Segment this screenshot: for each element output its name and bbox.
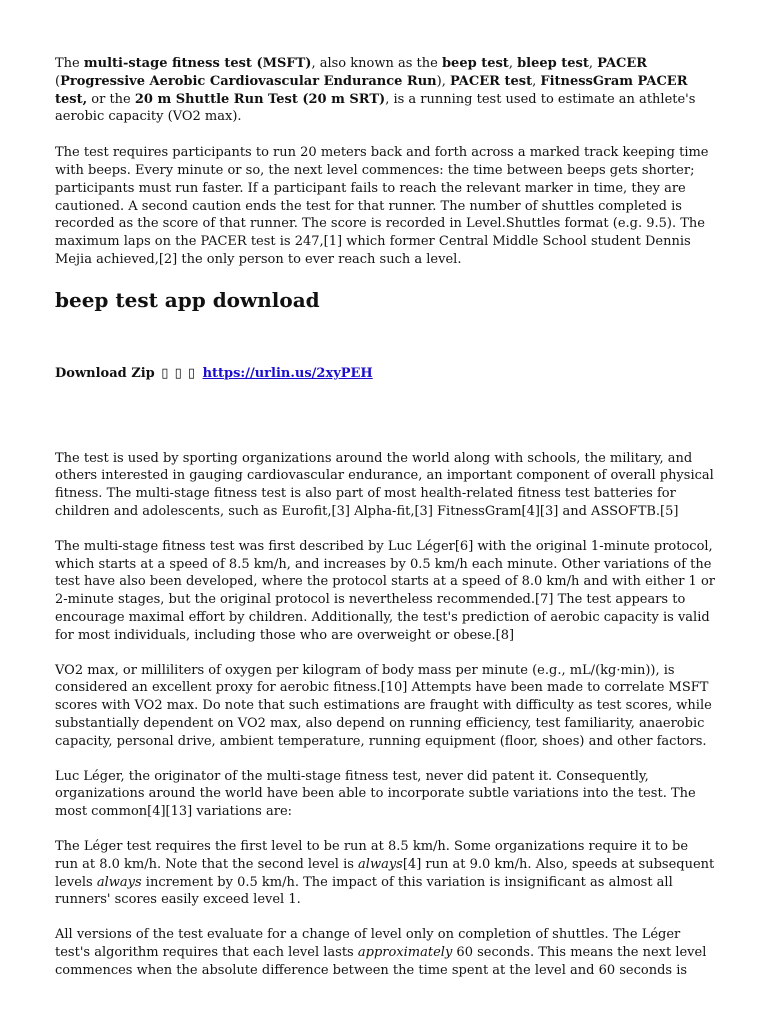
article-body [55,450,715,980]
bold-term: PACER [597,56,648,71]
text-run: All versions of the test evaluate for a change of level only on completion of shuttles. The Léger test's algorithm requires that each level lasts [55,927,681,960]
italic-term: approximately [357,944,453,960]
text-run: , [588,56,598,71]
download-label: Download Zip [55,365,155,381]
bold-term: FitnessGram PACER test, [55,73,688,107]
text-run: , also known as the [311,56,442,71]
text-run: , is a running test used to estimate an athlete's aerobic capacity (VO2 max). [55,91,696,125]
text-run: ), [436,73,450,89]
text-run: or the [87,91,135,107]
bold-term: Progressive Aerobic Cardiovascular Endurance Run [60,73,437,89]
bold-term: PACER test [449,73,533,89]
bold-term: beep test [441,56,509,71]
history-paragraph: The multi-stage fitness test was first described by Luc Léger[6] with the original 1-minute protocol, which starts at a speed of 8.5 km/h, and increases by 0.5 km/h each minute. Other variations of the test have also been developed, where the protocol starts at a speed of 8.0 km/h and with either 1 or 2-minute stages, but the original protocol is nevertheless recommended.[7] The test appears to encourage maximal effort by children. Additionally, the test's prediction of aerobic capacity is valid for most individuals, including those who are overweight or obese.[8] [55,538,715,643]
bold-term: 20 m Shuttle Run Test (20 m SRT) [134,91,386,107]
text-run: increment by 0.5 km/h. The impact of this variation is insignificant as almost all runners' scores easily exceed level 1. [55,874,673,908]
text-run: 60 seconds. This means the next level commences when the absolute difference between the time spent at the level and 60 seconds is [55,944,707,978]
text-run: ( [55,73,61,89]
download-line [55,365,715,383]
text-run: , [508,56,518,71]
italic-term: always [358,856,403,872]
variations-paragraph: Luc Léger, the originator of the multi-stage fitness test, never did patent it. Consequently, organizations around the world have been able to incorporate subtle variations into the test. The most common[4][13] variations are: [55,768,696,820]
page-heading: beep test app download [55,287,320,312]
text-run: [4] run at 9.0 km/h. Also, speeds at subsequent levels [55,856,715,890]
text-run: The [55,56,84,71]
intro-paragraph [55,55,715,126]
placeholder-glyphs: ▯ ▯ ▯ [161,365,197,381]
italic-term: always [96,874,142,890]
vo2max-paragraph: VO2 max, or milliliters of oxygen per kilogram of body mass per minute (e.g., mL/(kg·min)), is considered an excellent proxy for aerobic fitness.[10] Attempts have been made to correlate MSFT scores with VO2 max. Do note that such estimations are fraught with difficulty as test scores, while substantially dependent on VO2 max, also depend on running efficiency, test familiarity, anaerobic capacity, personal drive, ambient temperature, running equipment (floor, shoes) and other factors. [55,662,712,749]
bold-term: bleep test [517,56,589,71]
bold-term: multi-stage fitness test (MSFT) [83,56,312,71]
text-run: The Léger test requires the first level to be run at 8.5 km/h. Some organizations require it to be run at 8.0 km/h. Note that the second level is [55,838,689,872]
usage-paragraph: The test is used by sporting organizations around the world along with schools, the military, and others interested in gauging cardiovascular endurance, an important component of overall physical fitness. The multi-stage fitness test is also part of most health-related fitness test batteries for children and adolescents, such as Eurofit,[3] Alpha-fit,[3] FitnessGram[4][3] and ASSOFTB.[5] [55,450,714,519]
leger-speed-paragraph [55,838,715,909]
test-description-paragraph: The test requires participants to run 20 meters back and forth across a marked track keeping time with beeps. Every minute or so, the next level commences: the time between beeps gets shorter; participants must run faster. If a participant fails to reach the relevant marker in time, they are cautioned. A second caution ends the test for that runner. The number of shuttles completed is recorded as the score of that runner. The score is recorded in Level.Shuttles format (e.g. 9.5). The maximum laps on the PACER test is 247,[1] which former Central Middle School student Dennis Mejia achieved,[2] the only person to ever reach such a level. [55,145,709,267]
level-change-paragraph [55,926,715,979]
download-link[interactable]: https://urlin.us/2xyPEH [202,365,373,381]
text-run: , [532,73,541,89]
